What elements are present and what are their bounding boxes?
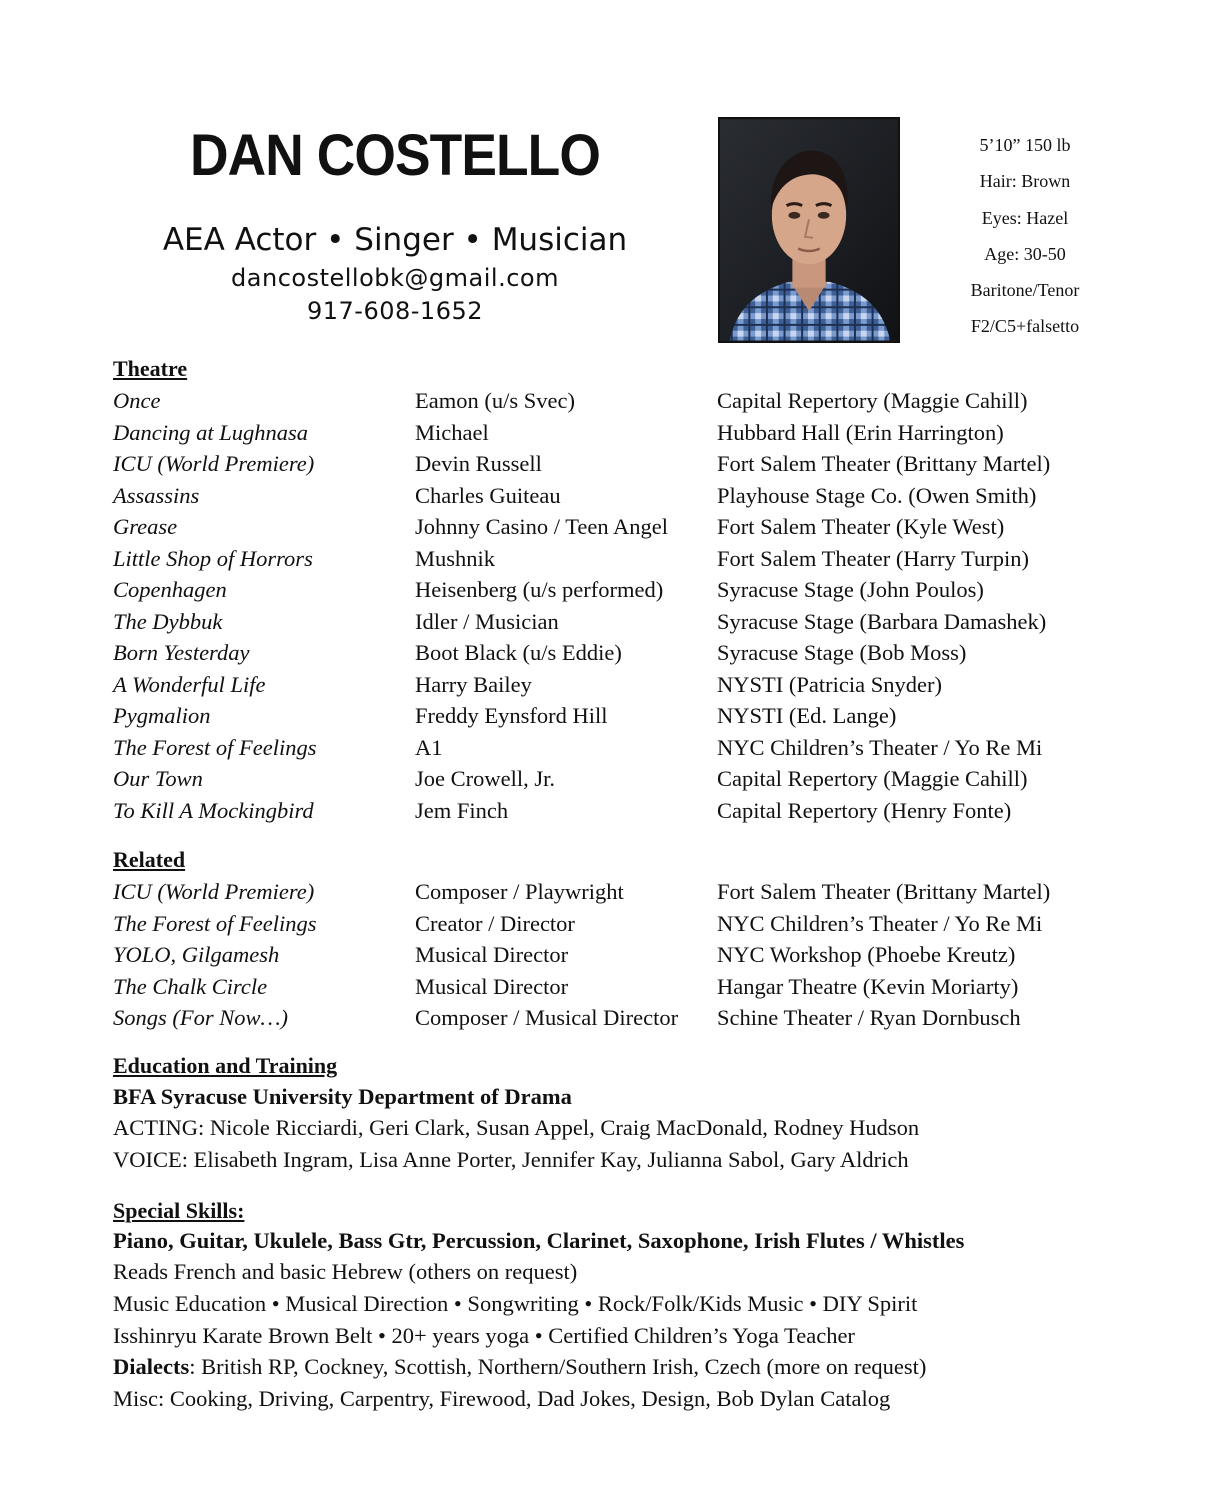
- credit-venue: Syracuse Stage (Barbara Damashek): [717, 608, 1047, 634]
- credit-show: A Wonderful Life: [113, 671, 266, 697]
- credit-venue: Fort Salem Theater (Brittany Martel): [717, 879, 1051, 904]
- stat-height-weight: 5’10” 150 lb: [979, 135, 1071, 155]
- credit-venue: Syracuse Stage (Bob Moss): [717, 640, 967, 665]
- credit-row: [113, 763, 1123, 795]
- credit-role: Creator / Director: [415, 910, 575, 936]
- credit-role: Charles Guiteau: [415, 482, 561, 508]
- education-degree: BFA Syracuse University Department of Drama: [113, 1084, 572, 1109]
- credit-venue: Syracuse Stage (John Poulos): [717, 577, 984, 602]
- credit-venue: NYSTI (Ed. Lange): [717, 703, 897, 728]
- stat-voice-type: Baritone/Tenor: [970, 280, 1080, 301]
- skills-languages: Reads French and basic Hebrew (others on request): [113, 1259, 578, 1284]
- credit-venue: NYSTI (Patricia Snyder): [717, 671, 942, 697]
- resume-name: DAN COSTELLO: [190, 123, 600, 188]
- credit-venue: Schine Theater / Ryan Dornbusch: [717, 1005, 1021, 1030]
- credit-row: [113, 574, 1123, 606]
- credit-row: [113, 511, 1123, 543]
- education-acting: ACTING: Nicole Ricciardi, Geri Clark, Susan Appel, Craig MacDonald, Rodney Hudson: [113, 1115, 920, 1140]
- credit-show: Our Town: [113, 766, 203, 791]
- headshot-illustration: [720, 119, 898, 341]
- credit-row: [113, 480, 1123, 512]
- credit-show: The Chalk Circle: [113, 973, 268, 999]
- related-credits: [113, 876, 1123, 1034]
- credit-role: Harry Bailey: [415, 671, 532, 697]
- credit-venue: NYC Children’s Theater / Yo Re Mi: [717, 734, 1043, 760]
- credit-row: [113, 448, 1123, 480]
- credit-role: Idler / Musician: [415, 608, 559, 634]
- credit-role: Composer / Playwright: [415, 879, 624, 904]
- stat-age: Age: 30-50: [984, 243, 1066, 264]
- credit-show: Born Yesterday: [113, 640, 250, 665]
- credit-show: Once: [113, 388, 161, 413]
- credit-row: [113, 876, 1123, 908]
- credit-row: [113, 700, 1123, 732]
- credit-show: Copenhagen: [113, 577, 227, 602]
- credit-show: Little Shop of Horrors: [113, 545, 313, 571]
- credit-show: Dancing at Lughnasa: [113, 419, 309, 445]
- credit-role: Musical Director: [415, 942, 569, 967]
- credit-role: Joe Crowell, Jr.: [415, 766, 555, 791]
- skills-misc: Misc: Cooking, Driving, Carpentry, Firewood, Dad Jokes, Design, Bob Dylan Catalog: [113, 1386, 891, 1411]
- credit-venue: Hangar Theatre (Kevin Moriarty): [717, 973, 1019, 999]
- credit-show: Songs (For Now…): [113, 1005, 289, 1030]
- credit-venue: Fort Salem Theater (Kyle West): [717, 514, 1005, 539]
- credit-row: [113, 908, 1123, 940]
- credit-venue: Fort Salem Theater (Harry Turpin): [717, 545, 1030, 571]
- dialects-label: Dialects: [113, 1354, 190, 1379]
- credit-role: Freddy Eynsford Hill: [415, 703, 608, 728]
- credit-role: Johnny Casino / Teen Angel: [415, 514, 668, 539]
- education-heading: Education and Training: [113, 1053, 338, 1078]
- contact-email: dancostellobk@gmail.com: [231, 264, 559, 292]
- credit-venue: Fort Salem Theater (Brittany Martel): [717, 451, 1051, 476]
- credit-venue: Capital Repertory (Maggie Cahill): [717, 766, 1028, 791]
- credit-role: Mushnik: [415, 545, 496, 571]
- credit-show: To Kill A Mockingbird: [113, 797, 314, 823]
- skills-instruments: Piano, Guitar, Ukulele, Bass Gtr, Percussion, Clarinet, Saxophone, Irish Flutes / Whistles: [113, 1228, 965, 1253]
- theatre-heading: Theatre: [113, 356, 188, 381]
- physical-stats: [945, 127, 1105, 345]
- credit-row: [113, 637, 1123, 669]
- credit-venue: Capital Repertory (Maggie Cahill): [717, 388, 1028, 413]
- credit-show: Assassins: [113, 482, 200, 508]
- credit-venue: Playhouse Stage Co. (Owen Smith): [717, 482, 1037, 508]
- credit-role: Devin Russell: [415, 451, 542, 476]
- credit-show: ICU (World Premiere): [113, 451, 315, 476]
- credit-role: Musical Director: [415, 973, 569, 999]
- credit-role: Jem Finch: [415, 797, 509, 823]
- credit-role: Boot Black (u/s Eddie): [415, 640, 622, 665]
- credit-show: The Forest of Feelings: [113, 734, 317, 760]
- credit-show: Grease: [113, 514, 178, 539]
- credit-venue: NYC Children’s Theater / Yo Re Mi: [717, 910, 1043, 936]
- credit-row: [113, 732, 1123, 764]
- stat-vocal-range: F2/C5+falsetto: [970, 316, 1080, 337]
- credit-role: Composer / Musical Director: [415, 1005, 679, 1030]
- skills-dialects: [113, 1354, 926, 1380]
- related-heading: Related: [113, 847, 186, 872]
- skills-martial-arts-yoga: Isshinryu Karate Brown Belt • 20+ years yoga • Certified Children’s Yoga Teacher: [113, 1323, 855, 1348]
- contact-phone: 917-608-1652: [306, 297, 483, 325]
- credit-row: [113, 1002, 1123, 1034]
- stat-eyes: Eyes: Hazel: [981, 207, 1069, 228]
- credit-row: [113, 971, 1123, 1003]
- credit-row: [113, 417, 1123, 449]
- credit-venue: Capital Repertory (Henry Fonte): [717, 797, 1012, 823]
- credit-role: Michael: [415, 419, 489, 445]
- credit-venue: Hubbard Hall (Erin Harrington): [717, 419, 1004, 445]
- credit-show: ICU (World Premiere): [113, 879, 315, 904]
- credit-show: The Forest of Feelings: [113, 910, 317, 936]
- education-voice: VOICE: Elisabeth Ingram, Lisa Anne Porter, Jennifer Kay, Julianna Sabol, Gary Aldrich: [113, 1147, 909, 1172]
- credit-row: [113, 939, 1123, 971]
- credit-row: [113, 795, 1123, 827]
- credit-venue: NYC Workshop (Phoebe Kreutz): [717, 942, 1016, 967]
- theatre-credits: [113, 385, 1123, 826]
- credit-row: [113, 385, 1123, 417]
- credit-role: Eamon (u/s Svec): [415, 388, 575, 413]
- stat-hair: Hair: Brown: [979, 171, 1071, 192]
- headshot-photo: [718, 117, 900, 343]
- skills-heading: Special Skills:: [113, 1198, 245, 1223]
- credit-show: The Dybbuk: [113, 608, 223, 634]
- dialects-list: : British RP, Cockney, Scottish, Northern/Southern Irish, Czech (more on request): [189, 1354, 927, 1379]
- credit-role: Heisenberg (u/s performed): [415, 577, 664, 602]
- skills-music: Music Education • Musical Direction • Songwriting • Rock/Folk/Kids Music • DIY Spirit: [113, 1291, 918, 1316]
- credit-show: YOLO, Gilgamesh: [113, 942, 280, 967]
- credit-row: [113, 669, 1123, 701]
- credit-row: [113, 606, 1123, 638]
- resume-tagline: AEA Actor • Singer • Musician: [162, 222, 628, 258]
- credit-role: A1: [415, 734, 443, 760]
- credit-show: Pygmalion: [113, 703, 211, 728]
- credit-row: [113, 543, 1123, 575]
